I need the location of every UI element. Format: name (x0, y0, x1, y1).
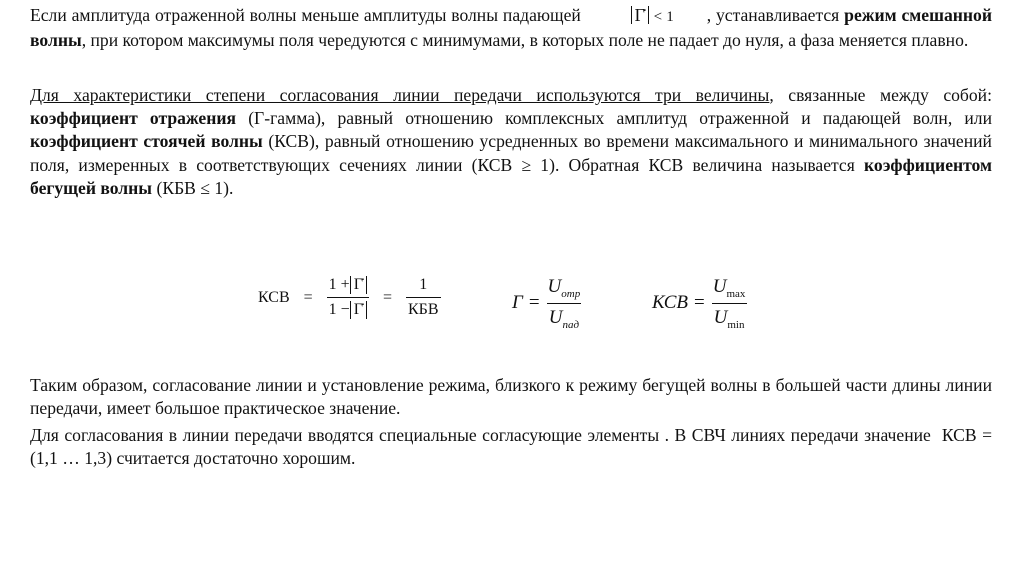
f1b-fraction (406, 276, 441, 319)
paragraph-conclusion: Таким образом, согласование линии и установление режима, близкого к режиму бегущей волны в большей части длины линии передачи, имеет большое практическое значение. (30, 375, 992, 419)
f2-eq: = (528, 292, 540, 314)
p1-pre: Если амплитуда отраженной волны меньше амплитуды волны падающей (30, 5, 581, 25)
f3-fraction (711, 276, 748, 331)
formula-vswr-umax-umin (652, 276, 747, 331)
p2-underlined-lead: Для характеристики степени согласования линии передачи используются три величины (30, 85, 770, 105)
term-reflection-coefficient: коэффициент отражения (30, 108, 237, 129)
p1-post-a: , устанавливается (706, 5, 840, 25)
f3-num-sub: max (726, 287, 746, 300)
paragraph-matching-elements: Для согласования в линии передачи вводятся специальные согласующие элементы . В СВЧ линиях передачи значение КСВ = (1,1 … 1,3) считается достаточно хорошим. (30, 425, 997, 469)
p2-text-2: (Г-гамма), равный отношению комплексных амплитуд отраженной и падающей волн, или (248, 108, 992, 129)
paragraph-mixed-wave (30, 4, 992, 52)
p2-text-3: (КСВ), равный отношению усредненных во времени максимального и минимального значений поля, измеренных в соответствующих сечениях линии (КСВ ≥ 1). Обратная КСВ величина называется (30, 131, 992, 175)
p2-text-1: , связанные между собой: (769, 85, 992, 105)
term-mixed-wave-mode: режим смешанной волны (30, 5, 992, 51)
formula-vswr-gamma (258, 276, 441, 319)
term-traveling-wave-coefficient: коэффициентом бегущей волны (30, 154, 992, 198)
f1b-num: 1 (419, 276, 428, 293)
f2-fraction (546, 276, 583, 331)
term-vswr: коэффициент стоячей волны (30, 131, 263, 152)
f3-den-sub: min (727, 318, 745, 331)
p2-text-4: (КБВ ≤ 1). (156, 177, 234, 198)
f2-num-U: U (547, 276, 562, 297)
f1-num-text: 1 + (328, 276, 350, 293)
f2-den-U: U (548, 306, 563, 328)
formula-gamma-ratio (512, 276, 582, 331)
f1-den-text: 1 − (328, 301, 350, 318)
paragraph-three-quantities (30, 84, 992, 200)
f1-lhs: КСВ (258, 288, 290, 306)
f2-den-sub: пад (562, 318, 580, 331)
f3-den-U: U (713, 306, 728, 328)
f3-num-U: U (712, 276, 727, 297)
f3-lhs: КСВ (652, 292, 689, 314)
f2-num-sub: отр (561, 287, 581, 300)
f3-eq: = (694, 292, 705, 314)
p1-post-b: , при котором максимумы поля чередуются с минимумами, в которых поле не падает до нуля, а фаза меняется плавно. (81, 30, 969, 51)
f2-lhs: Г (512, 292, 523, 314)
f1-den-gamma: Γ̇ (350, 301, 367, 319)
p1-cond-rhs: < 1 (653, 9, 674, 25)
f1-eq2: = (382, 288, 392, 306)
f1-num-gamma: Γ̇ (350, 276, 367, 294)
f1-fraction (327, 276, 369, 319)
gamma-abs-condition: Γ̇ (631, 6, 649, 24)
f1-eq: = (303, 288, 313, 306)
f1b-den: КБВ (406, 297, 441, 319)
